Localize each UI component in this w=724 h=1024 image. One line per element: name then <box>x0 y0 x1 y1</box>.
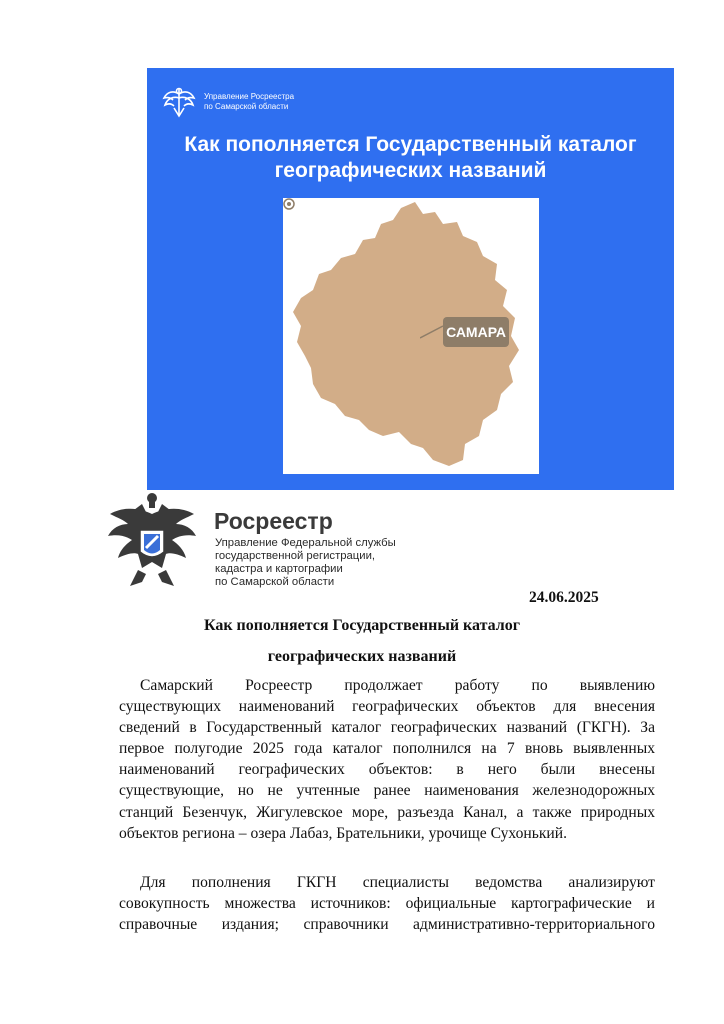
text-line: первое полугодие 2025 года каталог пополнился на 7 вновь выявленных <box>119 740 655 758</box>
org-line: Управление Федеральной службы <box>215 537 396 549</box>
rosreestr-emblem-icon <box>102 490 202 598</box>
text-line: справочные издания; справочники административно-территориального <box>119 916 655 934</box>
text-line: объектов региона – озера Лабаз, Брательники, урочище Сухонький. <box>119 824 568 842</box>
header-banner <box>147 68 674 490</box>
text-line: существующие, но не учтенные ранее наименования железнодорожных <box>119 782 655 800</box>
city-label: САМАРА <box>443 317 509 347</box>
paragraph-1 <box>119 675 655 844</box>
org-line: кадастра и картографии <box>215 563 343 575</box>
region-map <box>283 198 539 474</box>
text-line: сведений в Государственный каталог географических названий (ГКГН). За <box>119 719 655 737</box>
banner-title-line: Как пополняется Государственный каталог <box>184 133 637 156</box>
banner-org-name <box>204 92 294 112</box>
text-line: Для пополнения ГКГН специалисты ведомства анализируют <box>140 874 655 891</box>
brand-name: Росреестр <box>214 508 333 534</box>
text-line: совокупность множества источников: официальные картографические и <box>119 895 655 913</box>
document-date: 24.06.2025 <box>529 589 599 606</box>
banner-org-line: по Самарской области <box>204 102 289 111</box>
city-pointer-line <box>420 324 444 340</box>
rosreestr-eagle-icon <box>159 82 199 122</box>
text-line: Самарский Росреестр продолжает работу по выявлению <box>140 677 655 694</box>
banner-title <box>147 132 674 184</box>
paragraph-2 <box>119 872 655 935</box>
banner-title-line: географических названий <box>274 159 547 182</box>
org-line: по Самарской области <box>215 576 335 588</box>
letterhead-org-name <box>215 537 396 589</box>
text-line: станций Безенчук, Жигулевское море, разъезда Канал, а также природных <box>119 803 655 821</box>
text-line: наименований географических объектов: в него были внесены <box>119 761 655 779</box>
banner-org-line: Управление Росреестра <box>204 92 295 101</box>
org-line: государственной регистрации, <box>215 550 376 562</box>
document-title-line-2: географических названий <box>267 648 457 665</box>
text-line: существующих наименований географических объектов для внесения <box>119 698 655 716</box>
document-title-line-1: Как пополняется Государственный каталог <box>203 617 521 634</box>
city-marker-icon <box>283 198 295 210</box>
